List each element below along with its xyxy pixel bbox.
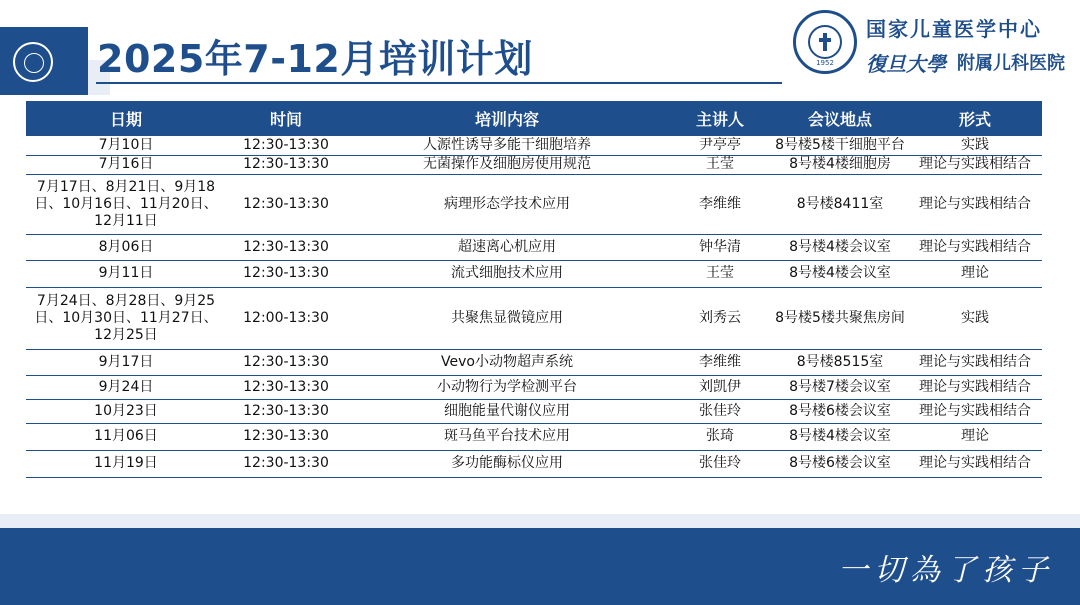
cell-place: 8号楼4楼会议室 bbox=[772, 260, 908, 287]
cell-form: 理论与实践相结合 bbox=[908, 375, 1042, 399]
cell-time: 12:30-13:30 bbox=[226, 136, 346, 155]
cell-time: 12:30-13:30 bbox=[226, 399, 346, 423]
cell-date: 7月10日 bbox=[26, 136, 226, 155]
cell-form: 理论与实践相结合 bbox=[908, 155, 1042, 174]
cell-speaker: 张佳玲 bbox=[668, 399, 772, 423]
cell-place: 8号楼5楼共聚焦房间 bbox=[772, 287, 908, 349]
table-row bbox=[26, 450, 1042, 477]
emblem-year: 1952 bbox=[816, 59, 834, 67]
cell-content: 流式细胞技术应用 bbox=[346, 260, 668, 287]
cell-date: 7月17日、8月21日、9月18日、10月16日、11月20日、12月11日 bbox=[26, 174, 226, 234]
hospital-name: 附属儿科医院 bbox=[957, 53, 1065, 74]
table-row bbox=[26, 136, 1042, 155]
page-title: 2025年7-12月培训计划 bbox=[97, 37, 533, 81]
header-time: 时间 bbox=[226, 101, 346, 136]
cell-place: 8号楼4楼会议室 bbox=[772, 234, 908, 260]
cell-form: 理论与实践相结合 bbox=[908, 399, 1042, 423]
table-row bbox=[26, 174, 1042, 234]
table-row bbox=[26, 375, 1042, 399]
cell-content: 病理形态学技术应用 bbox=[346, 174, 668, 234]
cell-content: 共聚焦显微镜应用 bbox=[346, 287, 668, 349]
cell-speaker: 李维维 bbox=[668, 174, 772, 234]
cell-form: 实践 bbox=[908, 287, 1042, 349]
cell-date: 7月16日 bbox=[26, 155, 226, 174]
cell-time: 12:30-13:30 bbox=[226, 260, 346, 287]
cell-content: 斑马鱼平台技术应用 bbox=[346, 423, 668, 450]
table-row bbox=[26, 399, 1042, 423]
cell-place: 8号楼8515室 bbox=[772, 349, 908, 375]
cell-speaker: 张琦 bbox=[668, 423, 772, 450]
cell-place: 8号楼5楼干细胞平台 bbox=[772, 136, 908, 155]
header-form: 形式 bbox=[908, 101, 1042, 136]
cell-place: 8号楼6楼会议室 bbox=[772, 399, 908, 423]
cell-speaker: 尹亭亭 bbox=[668, 136, 772, 155]
cell-speaker: 李维维 bbox=[668, 349, 772, 375]
hospital-emblem-icon bbox=[793, 10, 857, 74]
cell-form: 理论与实践相结合 bbox=[908, 174, 1042, 234]
cell-time: 12:30-13:30 bbox=[226, 375, 346, 399]
cell-content: 多功能酶标仪应用 bbox=[346, 450, 668, 477]
cell-form: 理论 bbox=[908, 423, 1042, 450]
cell-place: 8号楼4楼会议室 bbox=[772, 423, 908, 450]
cell-content: 细胞能量代谢仪应用 bbox=[346, 399, 668, 423]
table-row bbox=[26, 234, 1042, 260]
cell-content: 无菌操作及细胞房使用规范 bbox=[346, 155, 668, 174]
header-content: 培训内容 bbox=[346, 101, 668, 136]
cell-place: 8号楼4楼细胞房 bbox=[772, 155, 908, 174]
cell-time: 12:30-13:30 bbox=[226, 349, 346, 375]
schedule-table bbox=[26, 101, 1042, 478]
footer-slogan: 一切為了孩子 bbox=[838, 553, 1054, 588]
cell-content: 超速离心机应用 bbox=[346, 234, 668, 260]
cell-speaker: 王莹 bbox=[668, 260, 772, 287]
cell-speaker: 张佳玲 bbox=[668, 450, 772, 477]
cell-speaker: 刘凯伊 bbox=[668, 375, 772, 399]
watermark-logo-icon bbox=[13, 42, 53, 82]
cell-date: 9月17日 bbox=[26, 349, 226, 375]
cell-time: 12:30-13:30 bbox=[226, 174, 346, 234]
cell-time: 12:00-13:30 bbox=[226, 287, 346, 349]
cell-place: 8号楼8411室 bbox=[772, 174, 908, 234]
cell-date: 11月06日 bbox=[26, 423, 226, 450]
cell-speaker: 钟华清 bbox=[668, 234, 772, 260]
cell-date: 8月06日 bbox=[26, 234, 226, 260]
cell-time: 12:30-13:30 bbox=[226, 450, 346, 477]
schedule-table-container bbox=[26, 101, 1042, 478]
cell-date: 9月24日 bbox=[26, 375, 226, 399]
cell-form: 理论与实践相结合 bbox=[908, 450, 1042, 477]
cell-form: 理论与实践相结合 bbox=[908, 349, 1042, 375]
table-row bbox=[26, 155, 1042, 174]
header-place: 会议地点 bbox=[772, 101, 908, 136]
footer-accent-light bbox=[0, 514, 1080, 528]
table-row bbox=[26, 287, 1042, 349]
cell-time: 12:30-13:30 bbox=[226, 423, 346, 450]
cell-speaker: 刘秀云 bbox=[668, 287, 772, 349]
cell-content: 人源性诱导多能干细胞培养 bbox=[346, 136, 668, 155]
header-date: 日期 bbox=[26, 101, 226, 136]
cell-time: 12:30-13:30 bbox=[226, 234, 346, 260]
cell-content: Vevo小动物超声系统 bbox=[346, 349, 668, 375]
cell-place: 8号楼7楼会议室 bbox=[772, 375, 908, 399]
cell-time: 12:30-13:30 bbox=[226, 155, 346, 174]
table-row bbox=[26, 260, 1042, 287]
cell-date: 10月23日 bbox=[26, 399, 226, 423]
cell-form: 理论 bbox=[908, 260, 1042, 287]
cell-form: 理论与实践相结合 bbox=[908, 234, 1042, 260]
table-row bbox=[26, 349, 1042, 375]
header-speaker: 主讲人 bbox=[668, 101, 772, 136]
header-accent-slant bbox=[55, 27, 81, 95]
table-row bbox=[26, 423, 1042, 450]
title-underline bbox=[96, 82, 782, 84]
cell-speaker: 王莹 bbox=[668, 155, 772, 174]
cell-date: 7月24日、8月28日、9月25日、10月30日、11月27日、12月25日 bbox=[26, 287, 226, 349]
cell-form: 实践 bbox=[908, 136, 1042, 155]
cell-place: 8号楼6楼会议室 bbox=[772, 450, 908, 477]
cell-date: 9月11日 bbox=[26, 260, 226, 287]
org-name-line1: 国家儿童医学中心 bbox=[866, 17, 1042, 41]
university-name: 復旦大學 bbox=[866, 52, 946, 76]
cell-date: 11月19日 bbox=[26, 450, 226, 477]
cell-content: 小动物行为学检测平台 bbox=[346, 375, 668, 399]
table-header-row bbox=[26, 101, 1042, 136]
